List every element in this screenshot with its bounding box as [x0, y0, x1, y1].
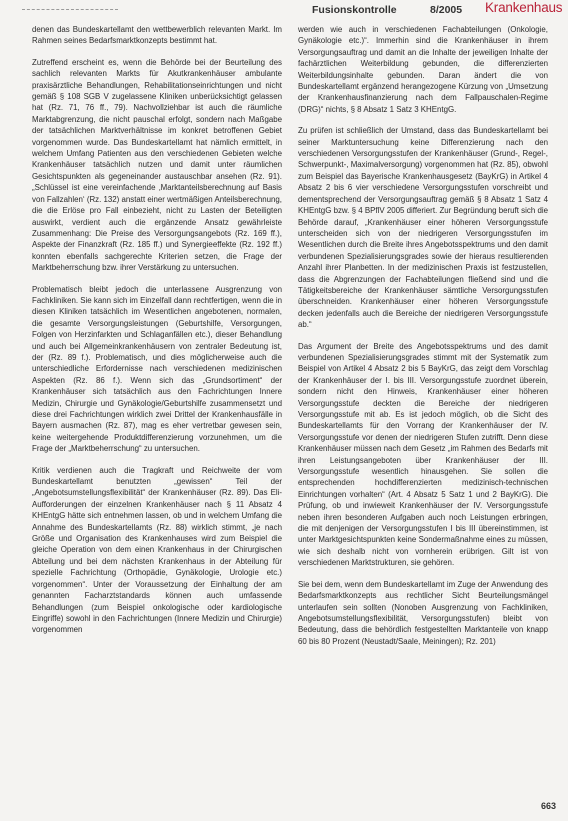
running-head-section: Fusionskontrolle: [312, 4, 397, 16]
journal-brand: Krankenhaus: [485, 0, 563, 15]
paragraph: denen das Bundeskartellamt den wettbewerblich relevanten Markt. Im Rahmen seines Bedarfsmarktkonzepts bestimmt hat.: [32, 25, 282, 46]
paragraph: werden wie auch in verschiedenen Fachabteilungen (Onkologie, Gynäkologie etc.)“. Immerhin sind die Krankenhäuser in ihrem Versorgungsauftrag und damit an die Inhalte der jeweiligen Inhalte der fachärztlichen Weiterbildung gebunden, die differenzierten Weiterbildungsinhalte gebunden. Daran ändert die von Bundeskartellamt ergänzend herangezogene Kürzung von „Umsetzung der Krankenhausfinanzierung nach dem Fallpauschalen-Regime (DRG)“ nichts, § 8 Absatz 1 Satz 3 KHEntgG.: [298, 25, 548, 114]
paragraph: Kritik verdienen auch die Tragkraft und Reichweite der vom Bundeskartellamt benutzten „gewissen“ Teil der „Angebotsumstellungsflexibilität“ der Krankenhäuser (Rz. 89). Das Eli-Aufforderungen der einzelnen Krankenhäuser nach § 11 Absatz 4 KHEntgG hätte sich entnehmen lassen, ob und in welchem Umfang die Annahme des Bundeskartellamts (Rz. 88) wirklich stimmt, „je nach Größe und Organisation des Krankenhauses wird zum Beispiel die gleiche Operation von dem einen Krankenhaus in der Chirurgischen Abteilung und bei dem nächsten Krankenhaus in der Abteilung für spezielle Fachrichtung (Orthopädie, Gynäkologie, Urologie etc.) vorgenommen“. Unter der Voraussetzung der Einhaltung der am genannten Facharztstandards können auch umfassende Behandlungen (zum Beispiel onkologische oder kardiologische Eingriffe) sowohl in den Fachrichtungen (Innere Medizin und Chirurgie) vorgenommen: [32, 465, 282, 635]
header-rule: [22, 9, 118, 10]
page-number: 663: [540, 801, 556, 811]
text-column-left: [32, 24, 282, 646]
paragraph: Zutreffend erscheint es, wenn die Behörde bei der Beurteilung des sachlich relevanten Markts für Akutkrankenhäuser ambulante praxisärztliche Behandlungen, Rehabilitationseinrichtungen und nicht gemäß § 108 SGB V zugelassene Kliniken unberücksichtigt gelassen hat (Rz. 71, 76 ff., 79). Nachvollziehbar ist auch die räumliche Marktabgrenzung, die nicht pauschal erfolgt, sondern nach Maßgabe der tatsächlichen Marktverhältnisse im konkret betroffenen Gebiet vorgenommen wurde. Das Bundeskartellamt hat nämlich ermittelt, in welchem Umfang Patienten aus den verschiedenen Gebieten welche Krankenhäuser tatsächlich nutzen und damit unter räumlichen Gesichtspunkten als gegeneinander austauschbar ansehen (Rz. 91). „Schlüssel ist eine vereinfachende ‚Marktanteilsberechnung auf Basis von Fallzahlen‘ (Rz. 132) anstatt einer wertmäßigen Anteilsberechnung, die die Erlöse pro Fall einbezieht, nicht zu Lasten der Beteiligten auswirkt, verdient auch die ergänzende Ansatz gewährleiste Zusammenhang: Die Preise des Versorgungsangebots (Rz. 169 ff.), Aspekte der Finanzkraft (Rz. 185 ff.) und Synergieeffekte (Rz. 192 ff.) konnten ebenfalls sachgerechte Kriterien setzen, die Frage der Marktbeherrschung bzw. ihrer Verstärkung zu untersuchen.: [32, 57, 283, 273]
paragraph: Problematisch bleibt jedoch die unterlassene Ausgrenzung von Fachkliniken. Sie kann sich im Einzelfall dann rechtfertigen, wenn die in diesen Kliniken tatsächlich im Wesentlichen angebotenen, normalen, die gesamte Versorgungsleistungen (Geburtshilfe, Versorgungen, Folgen von Herzinfarkten und Schlaganfällen etc.), dieser Behandlung und auch bei Allgemeinkrankenhäusern von zentraler Bedeutung ist, der (Rz. 89 f.). Problematisch, und dies möglicherweise auch die unterschiedliche Erfordernisse nach verschiedenen medizinischen Aspekten (Rz. 86 f.). Wenn sich das „Grundsortiment“ der Krankenhäuser sich tatsächlich aus den Fachrichtungen Innere Medizin, Chirurgie und Gynäkologie/Geburtshilfe zusammensetzt und diese drei Fachrichtungen wirklich zwei Drittel der Krankenhausfälle in Bayern ausmachen (Rz. 87), mag es eher vertretbar gewesen sein, keine weitergehende Produktdifferenzierung vorzunehmen, um die Frage der „Marktbeherrschung“ zu untersuchen.: [32, 284, 282, 454]
paragraph: Zu prüfen ist schließlich der Umstand, dass das Bundeskartellamt bei seiner Marktuntersuchung keine Differenzierung nach den verschiedenen Versorgungsstufen der Krankenhäuser (Grund-, Regel-, Schwerpunkt-, Maximalversorgung) vorgenommen hat (Rz. 85), obwohl zum Beispiel das Bayerische Krankenhausgesetz (BayKrG) in Artikel 4 Absatz 2 bis 6 vier verschiedene Versorgungsstufen vorschreibt und dementsprechend der Versorgungsauftrag gemäß § 8 Absatz 1 Satz 4 KHEntgG bzw. § 4 BPflV 2005 differiert. Zur Begründung beruft sich die Behörde darauf, „Krankenhäuser einer höheren Versorgungsstufe unterscheiden sich von der niedrigeren Versorgungsstufen im Wesentlichen durch die Breite ihres Angebotsspektrums und den damit verbundenen Spezialisierungsgrades sowie der hieraus resultierenden Anzahl ihrer Planbetten. In der medizinischen Praxis ist festzustellen, dass die Abgrenzungen der Fachabteilungen fließend sind und die Tätigkeitsbereiche der Krankenhäuser sämtliche Versorgungsstufen überschneiden. Krankenhäuser einer höheren Versorgungsstufe decken jedenfalls auch die Bereiche der niedrigeren Versorgungsstufe ab.“: [298, 126, 548, 330]
text-column-right: [298, 24, 548, 657]
paragraph: Das Argument der Breite des Angebotsspektrums und des damit verbundenen Spezialisierungsgrades stimmt mit der Systematik zum Beispiel von Artikel 4 Absatz 2 bis 5 BayKrG, das zeigt dem Vorschlag der Krankenhäuser der I. bis III. Versorgungsstufe zuordnet überein, sondern nicht den Hinweis, Krankenhäuser einer höheren Versorgungsstufe deckten die Bereiche der niedrigeren Versorgungsstufe mit ab. Es ist jedoch möglich, ob die Sicht des Bundeskartellamts für den Vorrang der Krankenhäuser der IV. Versorgungsstufe vor denen der niedrigeren Stufen zutrifft. Denn diese Krankenhäuser müssen nach dem Gesetz „im Rahmen des Bedarfs mit ihren Leistungsangeboten über Krankenhäuser der III. Versorgungsstufe wesentlich hinausgehen. Sie sollen die entsprechenden hochdifferenzierten medizinisch-technischen Einrichtungen vorhalten“ (Art. 4 Absatz 5 Satz 1 und 2 BayKrG). Die Prüfung, ob und inwieweit Krankenhäuser der IV. Versorgungsstufe neben ihren besonderen Aufgaben auch noch Leistungen erbringen, die mit denjenigen der Versorgungsstufen I bis III übereinstimmen, ist unter Marktgesichtspunkten keine Sondermaßnahme eines zu müssen, wie sich deshalb nicht von vornherein erübrigen. Gilt ist von verschiedenen Marktstrukturen, sie gehören.: [298, 341, 548, 568]
running-head-issue: 8/2005: [430, 4, 463, 16]
paragraph: Sie bei dem, wenn dem Bundeskartellamt im Zuge der Anwendung des Bedarfsmarktkonzepts aus rechtlicher Sicht Beurteilungsmängel unterlaufen sein sollten (Nonoben Ausgrenzung von Fachkliniken, Angebotsumstellungsflexibilität, Versorgungsstufen) bleibt von Bedeutung, dass die behördlich festgestellten Marktanteile von knapp 60 bis 80 Prozent (Neustadt/Saale, Meiningen); Rz. 201): [298, 579, 548, 646]
